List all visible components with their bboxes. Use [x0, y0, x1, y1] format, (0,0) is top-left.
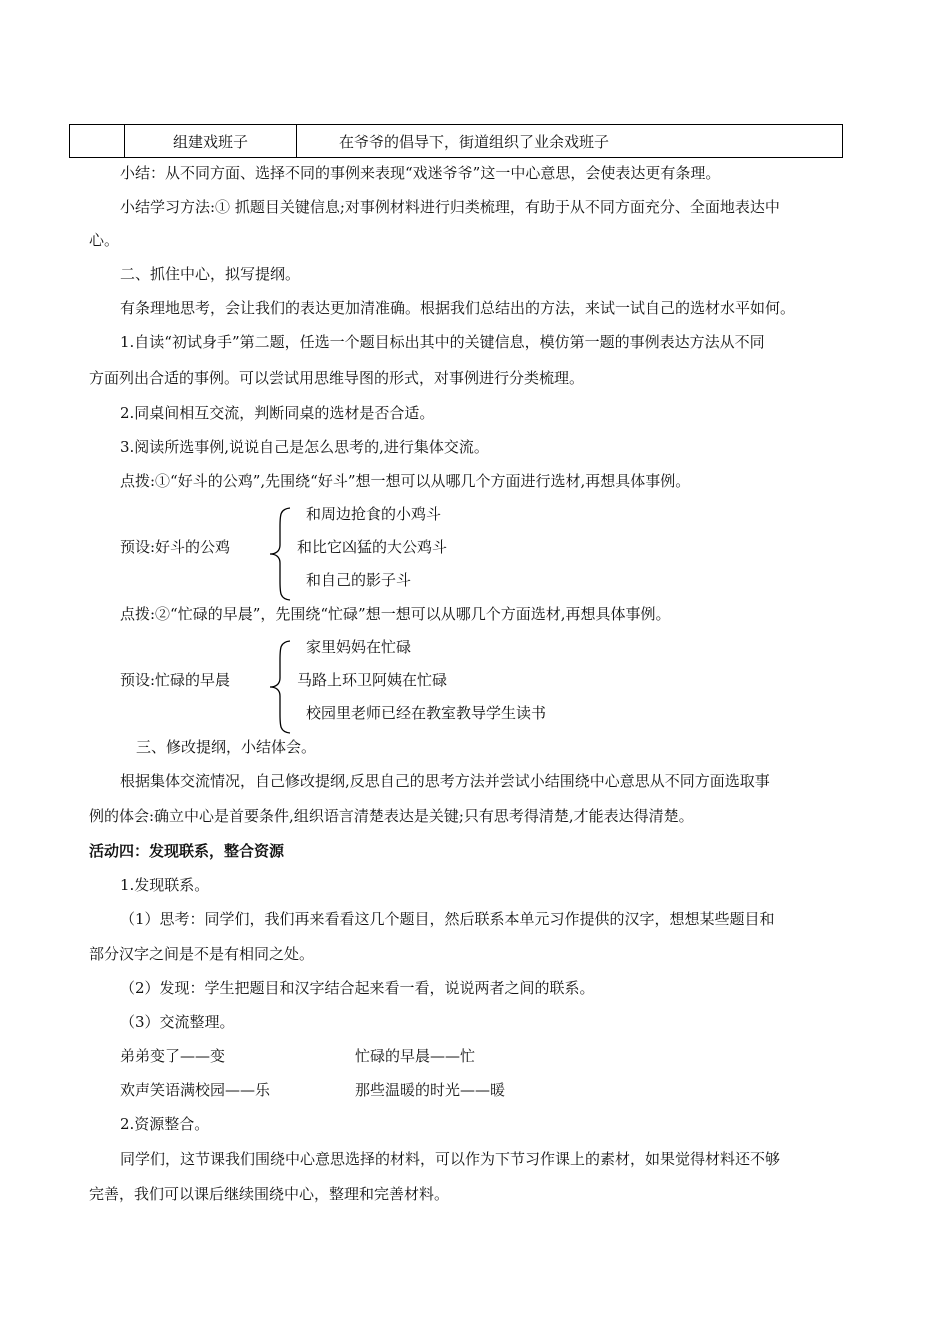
method-text-1: 小结学习方法:① 抓题目关键信息;对事例材料进行归类梳理，有助于从不同方面充分、全面地表达中 — [120, 198, 780, 216]
section-three-heading: 三、修改提纲，小结体会。 — [136, 738, 317, 756]
mindmap-one-brace — [268, 505, 298, 603]
example-table — [69, 124, 843, 158]
question-one-text-1: （1）思考：同学们，我们再来看看这几个题目，然后联系本单元习作提供的汉字，想想某些题目和 — [120, 910, 775, 928]
tip-two-text: 点拨:②“忙碌的早晨”，先围绕“忙碌”想一想可以从哪几个方面选材,再想具体事例。 — [120, 605, 671, 623]
section-two-heading: 二、抓住中心，拟写提纲。 — [120, 265, 301, 283]
table-cell-empty — [70, 125, 125, 158]
mindmap-two-item: 家里妈妈在忙碌 — [306, 638, 412, 656]
question-three-text: （3）交流整理。 — [120, 1013, 235, 1031]
mindmap-one-item: 和自己的影子斗 — [306, 571, 412, 589]
question-two-text: （2）发现：学生把题目和汉字结合起来看一看，说说两者之间的联系。 — [120, 979, 595, 997]
revise-text-1: 根据集体交流情况，自己修改提纲,反思自己的思考方法并尝试小结围绕中心意思从不同方面选取事 — [120, 772, 770, 790]
step-three-text: 3.阅读所选事例,说说自己是怎么思考的,进行集体交流。 — [120, 438, 489, 456]
mindmap-two-label: 预设:忙碌的早晨 — [120, 671, 231, 689]
table-row — [70, 125, 843, 158]
pair-right: 那些温暖的时光——暖 — [355, 1081, 506, 1099]
mindmap-two-brace — [268, 638, 298, 736]
activity-four-heading: 活动四：发现联系，整合资源 — [89, 842, 285, 860]
step-one-text-2: 方面列出合适的事例。可以尝试用思维导图的形式，对事例进行分类梳理。 — [89, 369, 585, 387]
question-one-text-2: 部分汉字之间是不是有相同之处。 — [89, 945, 315, 963]
revise-text-2: 例的体会:确立中心是首要条件,组织语言清楚表达是关键;只有思考得清楚,才能表达得清楚。 — [89, 807, 694, 825]
table-cell-example: 在爷爷的倡导下，街道组织了业余戏班子 — [297, 125, 843, 158]
think-text: 有条理地思考，会让我们的表达更加清准确。根据我们总结出的方法，来试一试自己的选材水平如何。 — [120, 299, 796, 317]
final-text-1: 同学们，这节课我们围绕中心意思选择的材料，可以作为下节习作课上的素材，如果觉得材料还不够 — [120, 1150, 781, 1168]
mindmap-one-label: 预设:好斗的公鸡 — [120, 538, 231, 556]
final-text-2: 完善，我们可以课后继续围绕中心，整理和完善材料。 — [89, 1185, 450, 1203]
step-two-text: 2.同桌间相互交流，判断同桌的选材是否合适。 — [120, 404, 435, 422]
mindmap-one-item: 和比它凶猛的大公鸡斗 — [297, 538, 448, 556]
pair-left: 欢声笑语满校园——乐 — [120, 1081, 271, 1099]
mindmap-one-item: 和周边抢食的小鸡斗 — [306, 505, 442, 523]
pair-right: 忙碌的早晨——忙 — [355, 1047, 476, 1065]
tip-one-text: 点拨:①“好斗的公鸡”,先围绕“好斗”想一想可以从哪几个方面进行选材,再想具体事例。 — [120, 472, 691, 490]
mindmap-two-item: 校园里老师已经在教室教导学生读书 — [306, 704, 547, 722]
method-text-2: 心。 — [89, 231, 120, 249]
integrate-heading: 2.资源整合。 — [120, 1115, 210, 1133]
step-one-text-1: 1.自读“初试身手”第二题，任选一个题目标出其中的关键信息，模仿第一题的事例表达方法从不同 — [120, 333, 765, 351]
summary-text: 小结：从不同方面、选择不同的事例来表现“戏迷爷爷”这一中心意思，会使表达更有条理。 — [120, 164, 721, 182]
find-link-heading: 1.发现联系。 — [120, 876, 210, 894]
pair-left: 弟弟变了——变 — [120, 1047, 226, 1065]
table-cell-aspect: 组建戏班子 — [125, 125, 297, 158]
mindmap-two-item: 马路上环卫阿姨在忙碌 — [297, 671, 448, 689]
